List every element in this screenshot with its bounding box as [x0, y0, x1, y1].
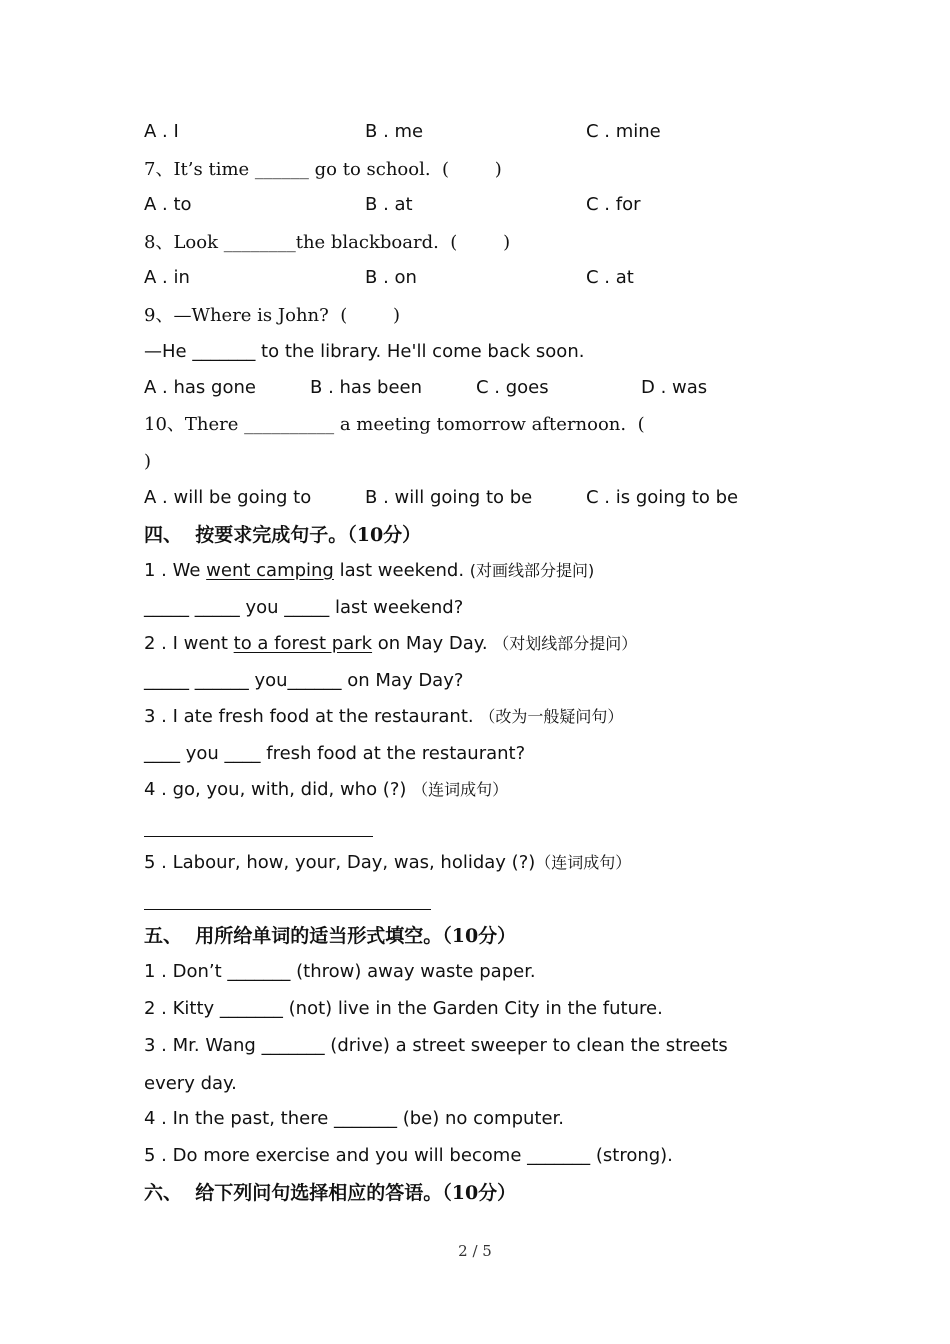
q10-option-c: C . is going to be [586, 487, 739, 508]
s5-item3-cont: every day. [144, 1073, 237, 1094]
s4-item1: 1 . We went camping last weekend. (对画线部分提问) [144, 560, 595, 581]
section5-title: 五、 用所给单词的适当形式填空。（10分） [144, 925, 517, 947]
s4-item1-answer: _____ _____ you _____ last weekend? [144, 597, 464, 618]
q9-option-d: D . was [641, 377, 708, 398]
q8-text: 8、Look ________the blackboard. ( ) [144, 232, 511, 253]
q6-option-a: A . I [144, 121, 179, 142]
s4-item5-answer-line [144, 909, 431, 910]
q8-option-a: A . in [144, 267, 190, 288]
s4-item5-note: （连词成句） [535, 853, 632, 872]
s4-item4-note: （连词成句） [412, 780, 509, 799]
s4-item2: 2 . I went to a forest park on May Day. （对划线部分提问） [144, 633, 638, 654]
s4-item1-underlined: went camping [206, 560, 334, 581]
q9-line2: —He _______ to the library. He'll come back soon. [144, 341, 585, 362]
q9-text: 9、—Where is John? ( ) [144, 305, 401, 326]
q7-option-b: B . at [365, 194, 413, 215]
s5-item1: 1 . Don’t _______ (throw) away waste paper. [144, 961, 536, 982]
s4-item2-answer: _____ ______ you______ on May Day? [144, 670, 464, 691]
s4-item5: 5 . Labour, how, your, Day, was, holiday (?)（连词成句） [144, 852, 632, 873]
s5-item3: 3 . Mr. Wang _______ (drive) a street sweeper to clean the streets [144, 1035, 728, 1056]
q10-text-cont: ) [144, 451, 152, 472]
s5-item4: 4 . In the past, there _______ (be) no computer. [144, 1108, 565, 1129]
s4-item4-answer-line [144, 836, 373, 837]
s4-item1-note: (对画线部分提问) [469, 561, 595, 580]
q6-option-c: C . mine [586, 121, 661, 142]
q9-option-a: A . has gone [144, 377, 256, 398]
s5-item5: 5 . Do more exercise and you will become _______ (strong). [144, 1145, 673, 1166]
q10-text: 10、There __________ a meeting tomorrow afternoon. ( [144, 414, 645, 435]
s4-item3-note: （改为一般疑问句） [479, 707, 624, 726]
q7-option-a: A . to [144, 194, 192, 215]
q7-text: 7、It’s time ______ go to school. ( ) [144, 159, 502, 180]
q10-option-b: B . will going to be [365, 487, 533, 508]
s4-item3: 3 . I ate fresh food at the restaurant. （改为一般疑问句） [144, 706, 624, 727]
q8-option-b: B . on [365, 267, 417, 288]
q8-option-c: C . at [586, 267, 634, 288]
s4-item4: 4 . go, you, with, did, who (?) （连词成句） [144, 779, 509, 800]
section6-title: 六、 给下列问句选择相应的答语。（10分） [144, 1182, 517, 1204]
q6-option-b: B . me [365, 121, 424, 142]
page-number: 2 / 5 [458, 1242, 492, 1260]
s4-item2-note: （对划线部分提问） [493, 634, 638, 653]
s4-item3-answer: ____ you ____ fresh food at the restaurant? [144, 743, 526, 764]
q7-option-c: C . for [586, 194, 641, 215]
s5-item2: 2 . Kitty _______ (not) live in the Garden City in the future. [144, 998, 663, 1019]
s4-item2-underlined: to a forest park [233, 633, 373, 654]
q10-option-a: A . will be going to [144, 487, 312, 508]
q9-option-b: B . has been [310, 377, 423, 398]
section4-title: 四、 按要求完成句子。（10分） [144, 524, 422, 546]
q9-option-c: C . goes [476, 377, 549, 398]
